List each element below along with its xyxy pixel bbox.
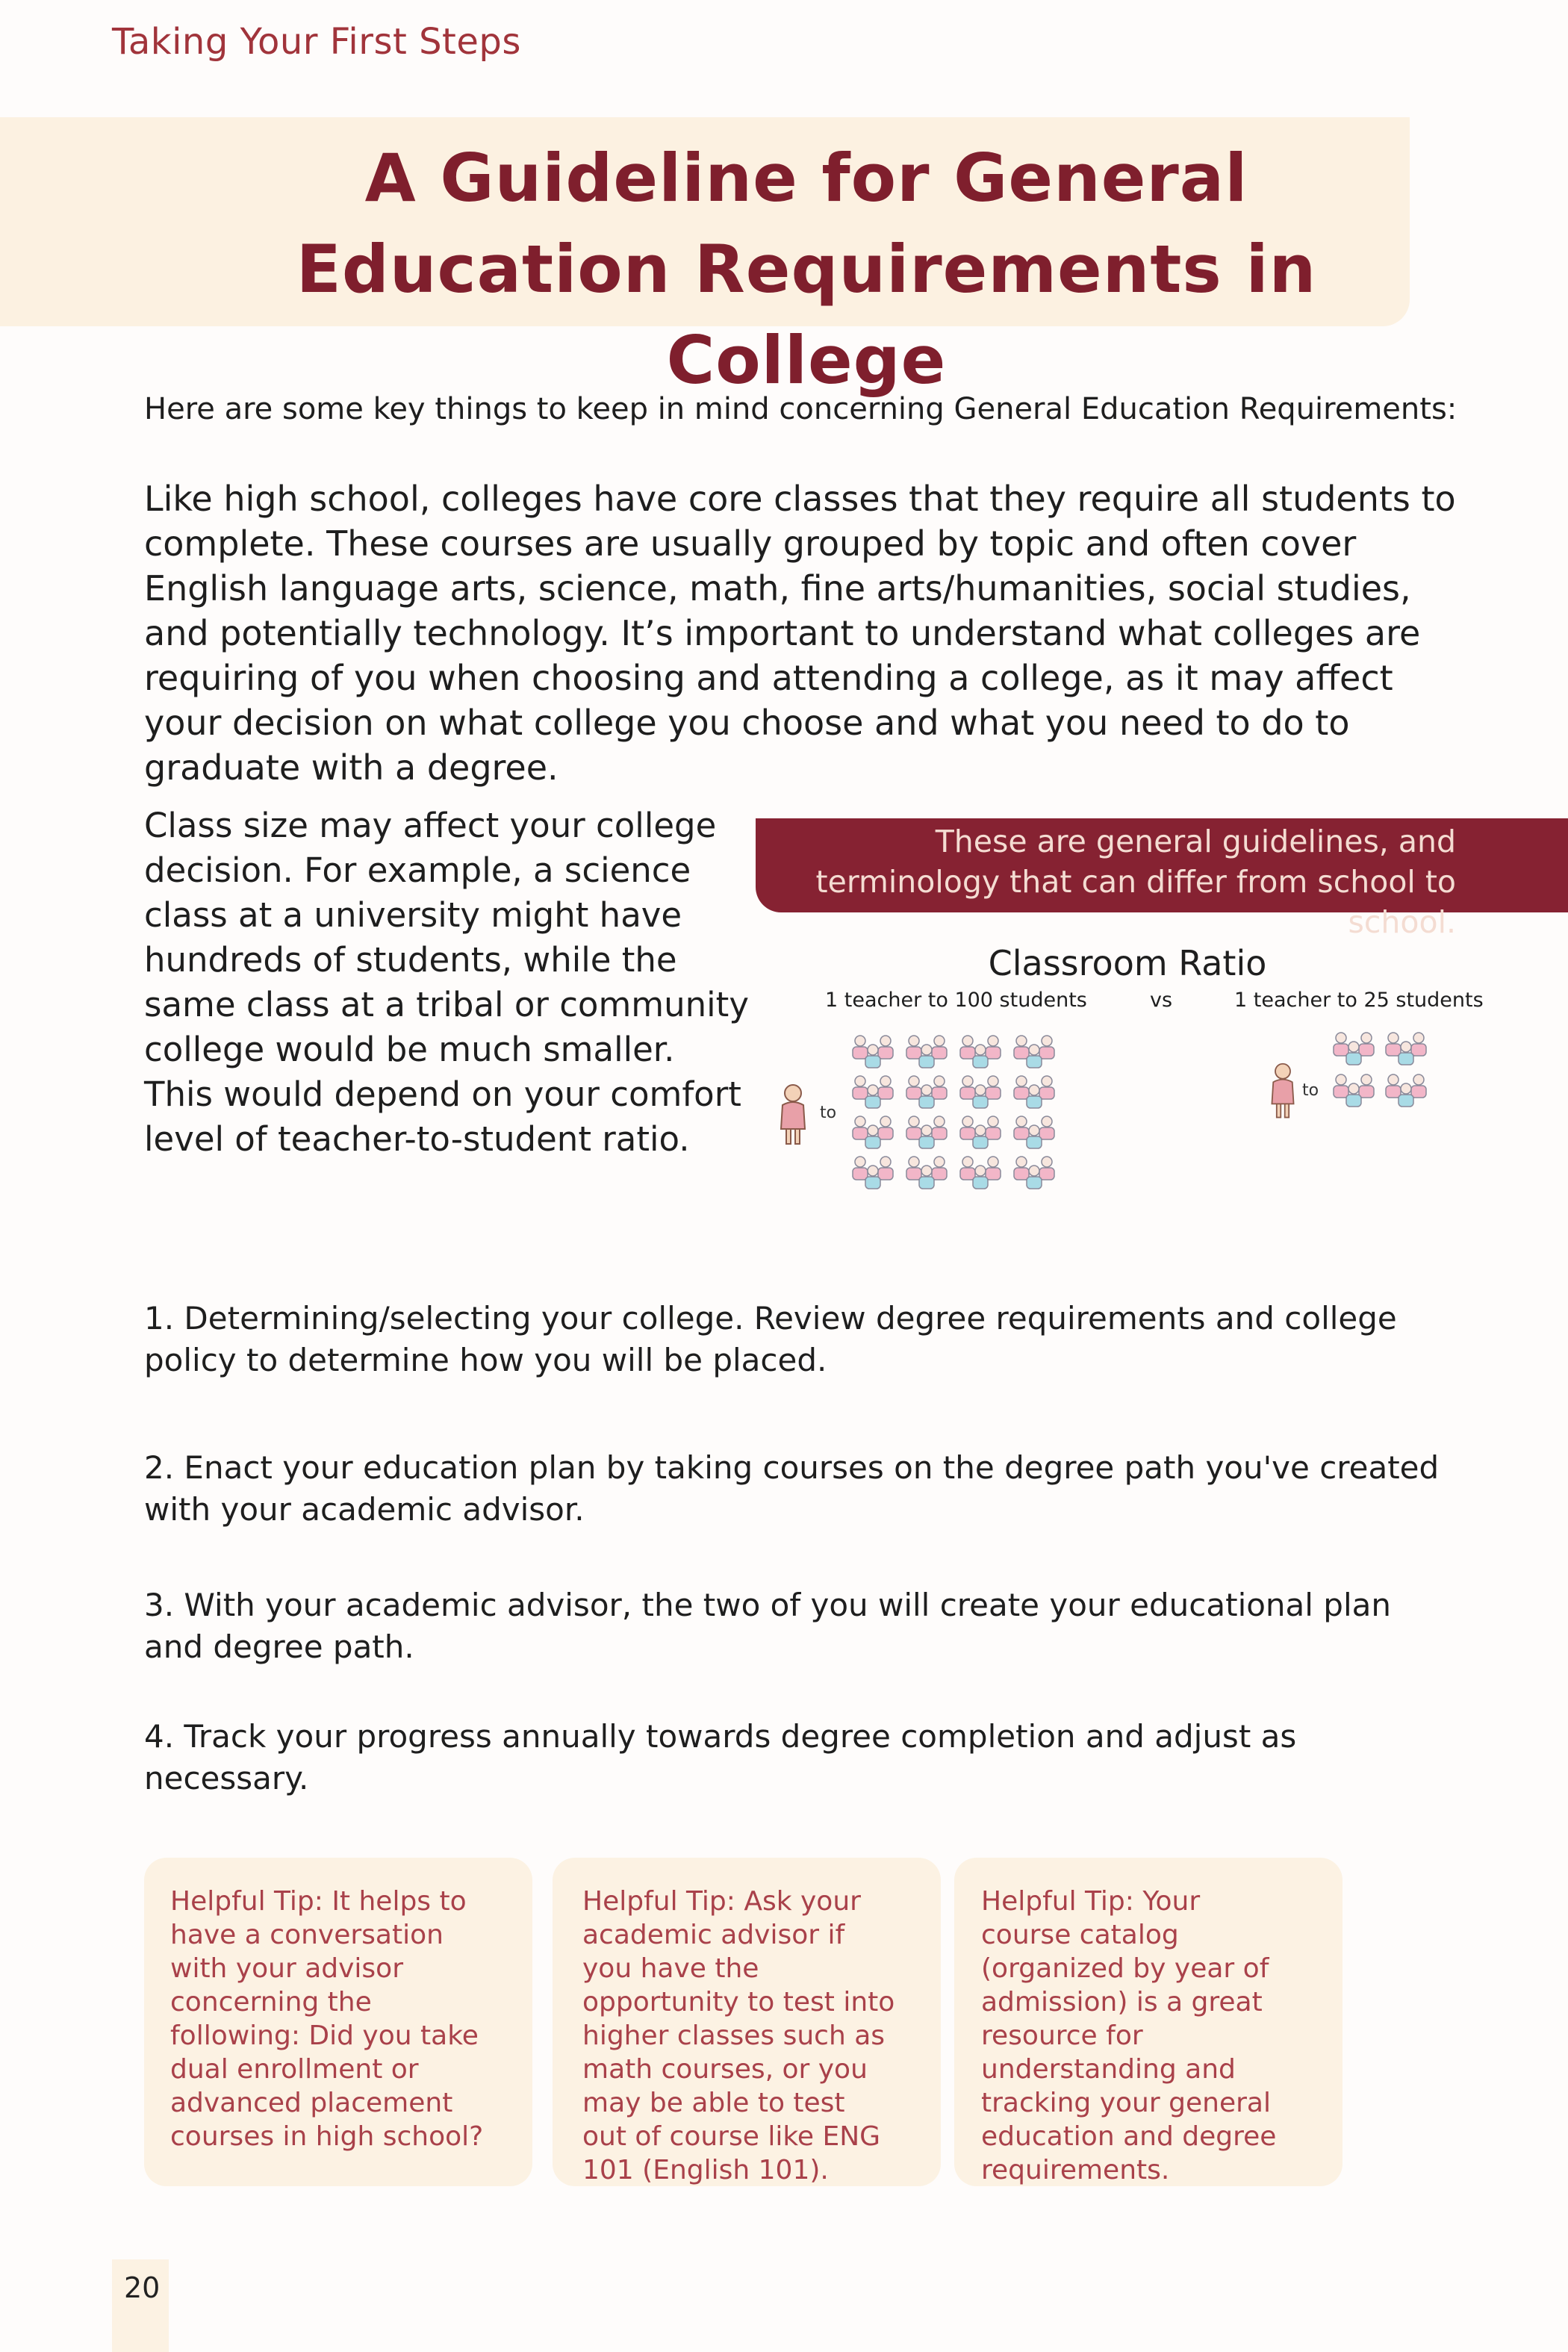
student-group-icon <box>903 1033 951 1072</box>
student-group-icon <box>903 1114 951 1153</box>
page-number: 20 <box>124 2271 161 2304</box>
student-group-icon <box>850 1033 897 1072</box>
teacher-icon-right <box>1268 1062 1298 1121</box>
student-group-icon <box>957 1074 1005 1113</box>
student-grid-left <box>850 1033 1119 1198</box>
student-group-icon <box>850 1154 897 1193</box>
tip-text-1: Helpful Tip: It helps to have a conversation with your advisor concerning the following: Did you take dual enrollment or advanced placement courses in high school? <box>170 1886 484 2152</box>
tip-text-2: Helpful Tip: Ask your academic advisor if you have the opportunity to test into higher classes such as math courses, or you may be able to test out of course like ENG 101 (English 101). <box>582 1886 895 2185</box>
student-group-icon <box>957 1114 1005 1153</box>
student-group-icon <box>1331 1030 1378 1069</box>
student-grid-right <box>1331 1030 1443 1150</box>
student-group-icon <box>1011 1114 1059 1153</box>
student-group-icon <box>957 1154 1005 1193</box>
teacher-icon-left <box>777 1083 809 1148</box>
step-1: 1. Determining/selecting your college. Review degree requirements and college policy to determine how you will be placed. <box>144 1300 1397 1378</box>
student-group-icon <box>903 1074 951 1113</box>
student-group-icon <box>1383 1030 1431 1069</box>
intro-text: Here are some key things to keep in mind concerning General Education Requirements: <box>144 392 1457 426</box>
page-title: A Guideline for General Education Requirements in College <box>296 140 1317 399</box>
student-group-icon <box>1331 1072 1378 1111</box>
running-head: Taking Your First Steps <box>112 21 521 63</box>
student-group-icon <box>850 1074 897 1113</box>
student-group-icon <box>1383 1072 1431 1111</box>
step-3: 3. With your academic advisor, the two of you will create your educational plan and degree path. <box>144 1587 1391 1665</box>
student-group-icon <box>957 1033 1005 1072</box>
student-group-icon <box>1011 1154 1059 1193</box>
ratio-to-left: to <box>820 1104 837 1122</box>
ratio-to-right: to <box>1302 1081 1319 1100</box>
paragraph-class-size: Class size may affect your college decision. For example, a science class at a university might have hundreds of students, while the same class at a tribal or community college would be much smaller. This would depend on your comfort level of teacher-to-student ratio. <box>144 806 749 1159</box>
callout-text: These are general guidelines, and terminology that can differ from school to school. <box>815 824 1456 940</box>
student-group-icon <box>1011 1074 1059 1113</box>
student-group-icon <box>1011 1033 1059 1072</box>
ratio-title: Classroom Ratio <box>988 943 1267 983</box>
ratio-vs-label: vs <box>1150 989 1173 1012</box>
ratio-left-label: 1 teacher to 100 students <box>825 989 1087 1012</box>
student-group-icon <box>850 1114 897 1153</box>
student-group-icon <box>903 1154 951 1193</box>
paragraph-core-classes: Like high school, colleges have core classes that they require all students to complete. These courses are usually grouped by topic and often cover English language arts, science, math, fine arts/humanities, social studies, and potentially technology. It’s important to understand what colleges are requiring of you when choosing and attending a college, as it may affect your decision on what college you choose and what you need to do to graduate with a degree. <box>144 479 1456 788</box>
step-2: 2. Enact your education plan by taking courses on the degree path you've created with your academic advisor. <box>144 1449 1440 1528</box>
tip-text-3: Helpful Tip: Your course catalog (organized by year of admission) is a great resource for understanding and tracking your general education and degree requirements. <box>981 1886 1277 2185</box>
ratio-right-label: 1 teacher to 25 students <box>1234 989 1484 1012</box>
step-4: 4. Track your progress annually towards degree completion and adjust as necessary. <box>144 1718 1297 1796</box>
